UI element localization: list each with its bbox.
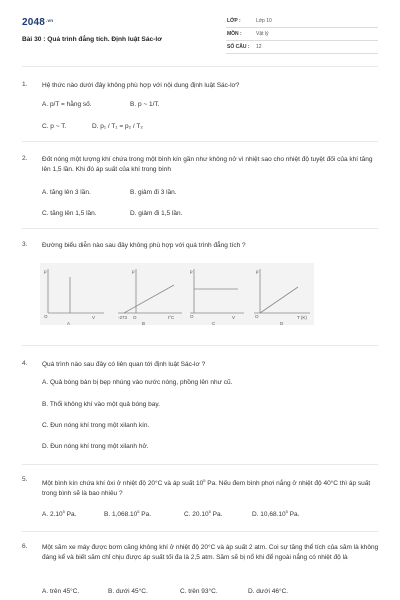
q5-temp-1: 20°C bbox=[147, 480, 163, 488]
opt-text: B. 1,068.10 bbox=[104, 511, 138, 519]
option-b[interactable]: B. giảm đi 3 lần. bbox=[130, 189, 177, 196]
graph-b-letter: B bbox=[142, 321, 146, 325]
graph-c-letter: C bbox=[212, 321, 216, 325]
graph-a-letter: A bbox=[67, 321, 71, 325]
option-a[interactable]: A. p/T = hằng số. bbox=[42, 101, 92, 108]
divider bbox=[22, 345, 378, 346]
question-text bbox=[42, 543, 380, 563]
graph-c-origin: O bbox=[190, 314, 194, 319]
q6-text-b: và áp suất 2 atm. Coi sự tăng thể tích của săm là không đáng kể và biết săm chỉ chịu được áp suất tối đa là 2,5 atm. Săm sẽ bị nổ khi để ngoài nắng có nhiệt độ là bbox=[42, 544, 379, 561]
question-number: 4. bbox=[22, 360, 28, 367]
meta-count-value: 12 bbox=[256, 44, 262, 50]
opt-exp: 5 bbox=[285, 509, 288, 514]
q5-text-d: thì áp suất trong bình sẽ là bao nhiêu ? bbox=[42, 480, 371, 498]
graph-d-p-label: p bbox=[256, 269, 259, 274]
option-c[interactable]: C. Đun nóng khí trong một xilanh kín. bbox=[42, 422, 150, 429]
meta-class-row bbox=[226, 15, 378, 28]
graph-b-origin: O bbox=[133, 315, 137, 320]
divider bbox=[22, 228, 378, 229]
graph-d-origin: O bbox=[255, 314, 259, 319]
option-c[interactable]: C. p ~ T. bbox=[42, 123, 67, 130]
graph-a-p-label: p bbox=[44, 269, 47, 274]
opt-text: A. 2.10 bbox=[42, 511, 63, 519]
graph-d-tk-label: T (K) bbox=[297, 315, 307, 320]
graph-b-tc-label: t°C bbox=[168, 315, 175, 320]
q6-text-a: Một săm xe máy được bơm căng không khí ở nhiệt độ bbox=[42, 544, 201, 551]
opt-text: C. 20.10 bbox=[184, 511, 209, 519]
option-c[interactable] bbox=[184, 509, 222, 518]
option-a[interactable]: A. trên 45°C. bbox=[42, 588, 80, 595]
opt-exp: 5 bbox=[62, 509, 65, 514]
option-d[interactable]: D. dưới 46°C. bbox=[248, 588, 289, 595]
page-header bbox=[0, 0, 400, 62]
opt-exp: 5 bbox=[208, 509, 211, 514]
option-c[interactable]: C. tăng lên 1,5 lần. bbox=[42, 210, 97, 217]
q5-pressure-exp: 5 bbox=[203, 478, 206, 483]
graph-a-v-label: V bbox=[92, 315, 96, 320]
logo-main: 2048 bbox=[22, 17, 46, 28]
meta-subject-value: Vật lý bbox=[256, 31, 269, 37]
opt-exp: 5 bbox=[137, 509, 140, 514]
option-a[interactable]: A. Quả bóng bàn bị bẹp nhúng vào nước nóng, phồng lên như cũ. bbox=[42, 379, 233, 386]
question-text: Đốt nóng một lượng khí chứa trong một bình kín gần như không nở vì nhiệt sao cho nhiệt độ tuyệt đối của khí tăng lên 1,5 lần. Khi đó áp suất của khí trong bình bbox=[42, 156, 373, 173]
opt-text: D. 10,68.10 bbox=[252, 511, 286, 519]
q5-text-a: Một bình kín chứa khí ôxi ở nhiệt độ bbox=[42, 480, 148, 488]
divider bbox=[22, 464, 378, 465]
q6-temp-1: 20°C bbox=[200, 544, 216, 551]
meta-count-key: SỐ CÂU : bbox=[227, 44, 250, 50]
option-c[interactable]: C. trên 93°C. bbox=[180, 588, 218, 595]
meta-class-key: LỚP : bbox=[227, 18, 241, 24]
opt-unit: Pa. bbox=[287, 511, 300, 519]
option-d[interactable]: D. Đun nóng khí trong một xilanh hở. bbox=[42, 443, 149, 450]
divider bbox=[22, 531, 378, 532]
question-text: Quá trình nào sau đây có liên quan tới định luật Sác-lơ ? bbox=[42, 361, 206, 368]
graph-options-image bbox=[40, 263, 314, 325]
divider bbox=[22, 66, 378, 67]
site-logo[interactable] bbox=[22, 17, 53, 28]
option-a[interactable]: A. tăng lên 3 lần. bbox=[42, 189, 91, 196]
graphs-svg bbox=[40, 263, 314, 325]
option-b[interactable]: B. Thổi không khí vào một quả bóng bay. bbox=[42, 401, 160, 408]
question-number: 5. bbox=[22, 476, 28, 483]
divider bbox=[22, 141, 378, 142]
graph-b-neg273: -273 bbox=[118, 315, 128, 320]
graph-b-p-label: p bbox=[132, 269, 135, 274]
document-title: Bài 30 : Quá trình đẳng tích. Định luật Sác-lơ bbox=[22, 36, 162, 43]
option-b[interactable]: B. dưới 45°C. bbox=[108, 588, 148, 595]
question-number: 6. bbox=[22, 543, 28, 550]
q5-temp-2: 40°C bbox=[323, 480, 338, 488]
question-text: Hệ thức nào dưới đây không phù hợp với nội dung định luật Sác-lơ? bbox=[42, 82, 240, 89]
meta-count-row bbox=[226, 41, 378, 54]
graph-c-v-label: V bbox=[232, 315, 236, 320]
question-text: Đường biểu diễn nào sau đây không phù hợp với quá trình đẳng tích ? bbox=[42, 242, 246, 249]
meta-subject-row bbox=[226, 28, 378, 41]
meta-subject-key: MÔN : bbox=[227, 31, 242, 37]
graph-a-origin: O bbox=[44, 314, 48, 319]
q5-text-c: Pa. Nếu đem bình phơi nắng ở nhiệt độ bbox=[205, 480, 324, 488]
option-d[interactable] bbox=[252, 509, 299, 518]
opt-unit: Pa. bbox=[64, 511, 77, 519]
question-number: 1. bbox=[22, 81, 28, 88]
option-b[interactable] bbox=[104, 509, 151, 518]
q5-text-b: và áp suất bbox=[162, 480, 196, 488]
option-a[interactable] bbox=[42, 509, 76, 518]
option-d[interactable]: D. p₁ / T₁ = p₂ / T₂ bbox=[92, 123, 143, 130]
option-d[interactable]: D. giảm đi 1,5 lần. bbox=[130, 210, 183, 217]
opt-unit: Pa. bbox=[210, 511, 223, 519]
opt-unit: Pa. bbox=[139, 511, 152, 519]
graph-d-letter: D bbox=[280, 321, 284, 325]
graph-c-p-label: p bbox=[190, 269, 193, 274]
option-b[interactable]: B. p ~ 1/T. bbox=[130, 101, 160, 108]
logo-sub: .vn bbox=[46, 18, 54, 23]
q5-pressure-base: 10 bbox=[195, 480, 204, 488]
question-number: 2. bbox=[22, 155, 28, 162]
question-text bbox=[42, 476, 380, 499]
meta-class-value: Lớp 10 bbox=[256, 18, 272, 24]
question-number: 3. bbox=[22, 241, 28, 248]
